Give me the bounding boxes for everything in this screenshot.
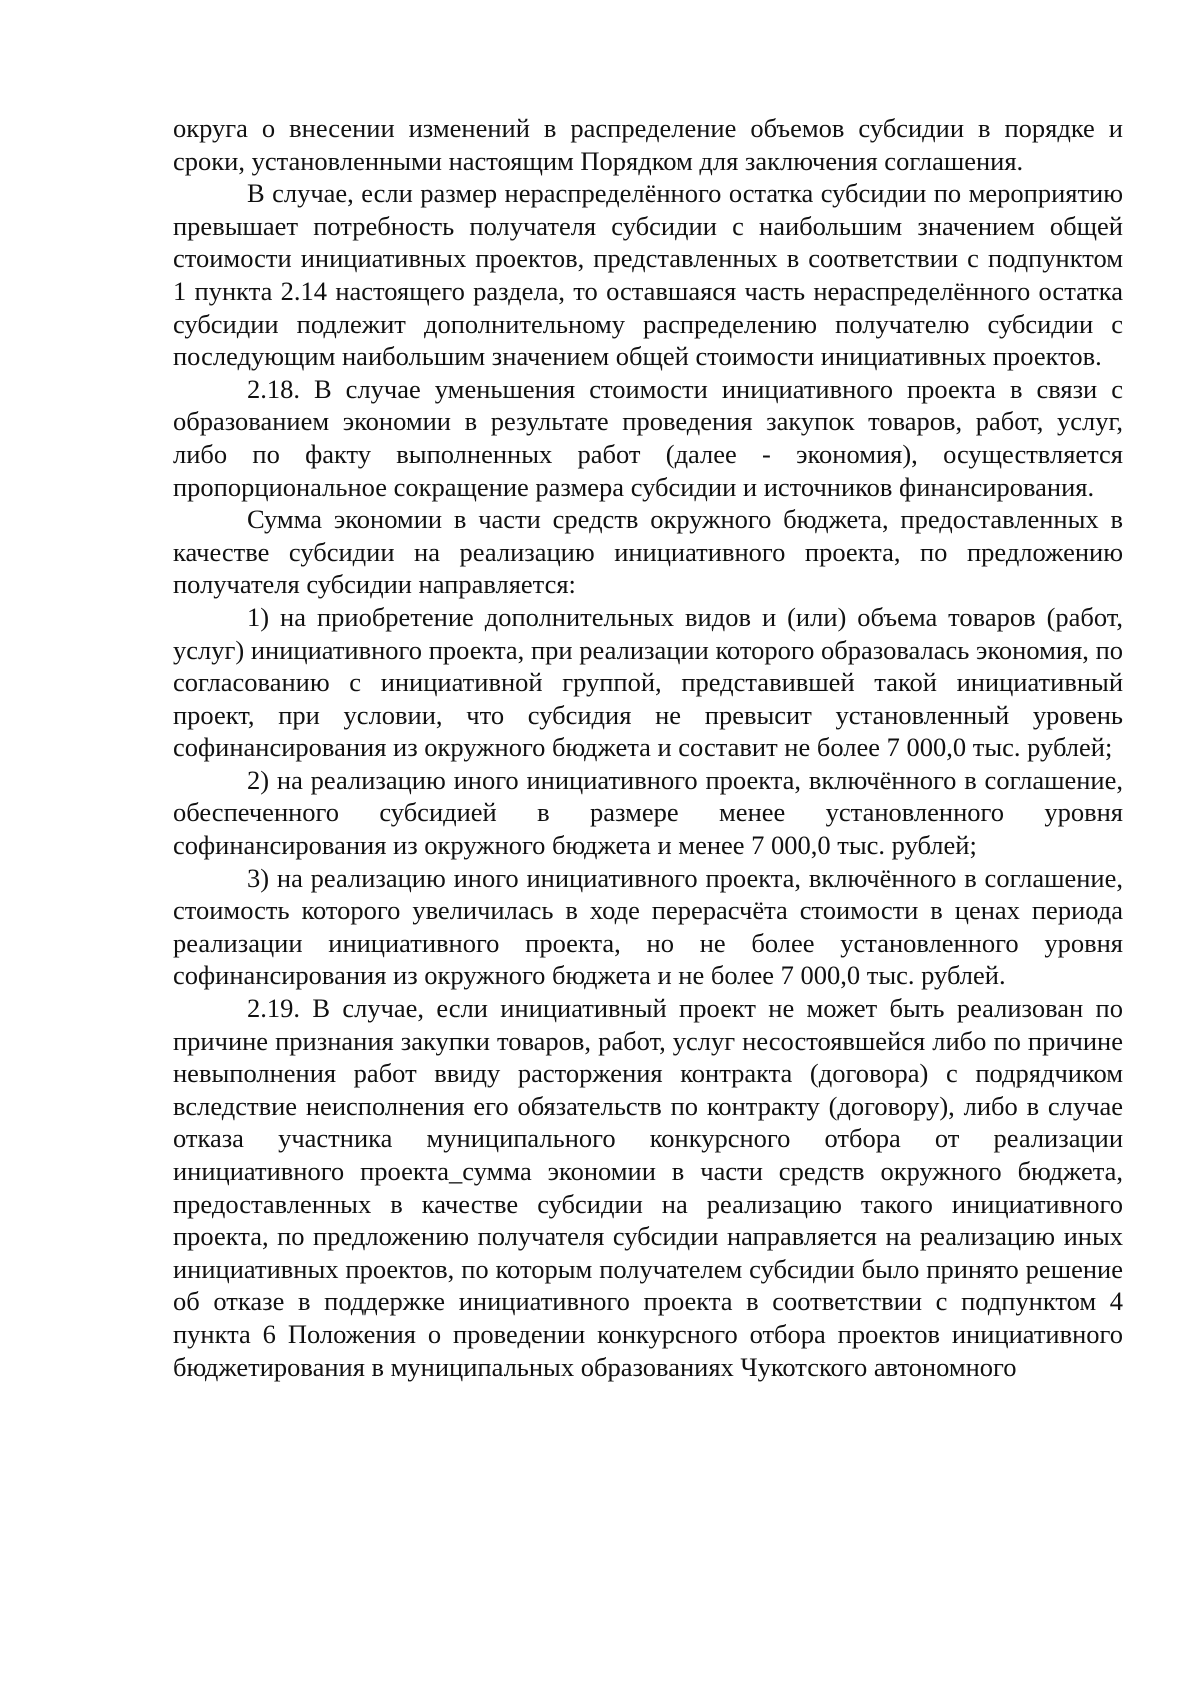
paragraph-2-19: 2.19. В случае, если инициативный проект не может быть реализован по причине признания закупки товаров, работ, услуг несостоявшейся либо по причине невыполнения работ ввиду расторжения контракта (договора) с подрядчиком вследствие неисполнения его обязательств по контракту (договору), либо в случае отказа участника муниципального конкурсного отбора от реализации инициативного проекта_сумма экономии в части средств окружного бюджета, предоставленных в качестве субсидии на реализацию такого инициативного проекта, по предложению получателя субсидии направляется на реализацию иных инициативных проектов, по которым получателем субсидии было принято решение об отказе в поддержке инициативного проекта в соответствии с подпунктом 4 пункта 6 Положения о проведении конкурсного отбора проектов инициативного бюджетирования в муниципальных образованиях Чукотского автономного [173,993,1123,1382]
document-page [173,112,1123,1383]
paragraph-2-18: 2.18. В случае уменьшения стоимости инициативного проекта в связи с образованием экономии в результате проведения закупок товаров, работ, услуг, либо по факту выполненных работ (далее - экономия), осуществляется пропорциональное сокращение размера субсидии и источников финансирования. [173,373,1123,502]
paragraph-savings-sum: Сумма экономии в части средств окружного бюджета, предоставленных в качестве субсидии на реализацию инициативного проекта, по предложению получателя субсидии направляется: [173,504,1123,600]
paragraph-continuation: округа о внесении изменений в распределение объемов субсидии в порядке и сроки, установленными настоящим Порядком для заключения соглашения. [173,113,1123,176]
paragraph-remainder-distribution: В случае, если размер нераспределённого остатка субсидии по мероприятию превышает потребность получателя субсидии с наибольшим значением общей стоимости инициативных проектов, представленных в соответствии с подпунктом 1 пункта 2.14 настоящего раздела, то оставшаяся часть нераспределённого остатка субсидии подлежит дополнительному распределению получателю субсидии с последующим наибольшим значением общей стоимости инициативных проектов. [173,178,1123,372]
list-item-1: 1) на приобретение дополнительных видов и (или) объема товаров (работ, услуг) инициативного проекта, при реализации которого образовалась экономия, по согласованию с инициативной группой, представившей такой инициативный проект, при условии, что субсидия не превысит установленный уровень софинансирования из окружного бюджета и составит не более 7 000,0 тыс. рублей; [173,601,1123,763]
list-item-3: 3) на реализацию иного инициативного проекта, включённого в соглашение, стоимость которого увеличилась в ходе перерасчёта стоимости в ценах периода реализации инициативного проекта, но не более установленного уровня софинансирования из окружного бюджета и не более 7 000,0 тыс. рублей. [173,862,1123,991]
list-item-2: 2) на реализацию иного инициативного проекта, включённого в соглашение, обеспеченного субсидией в размере менее установленного уровня софинансирования из окружного бюджета и менее 7 000,0 тыс. рублей; [173,764,1123,861]
